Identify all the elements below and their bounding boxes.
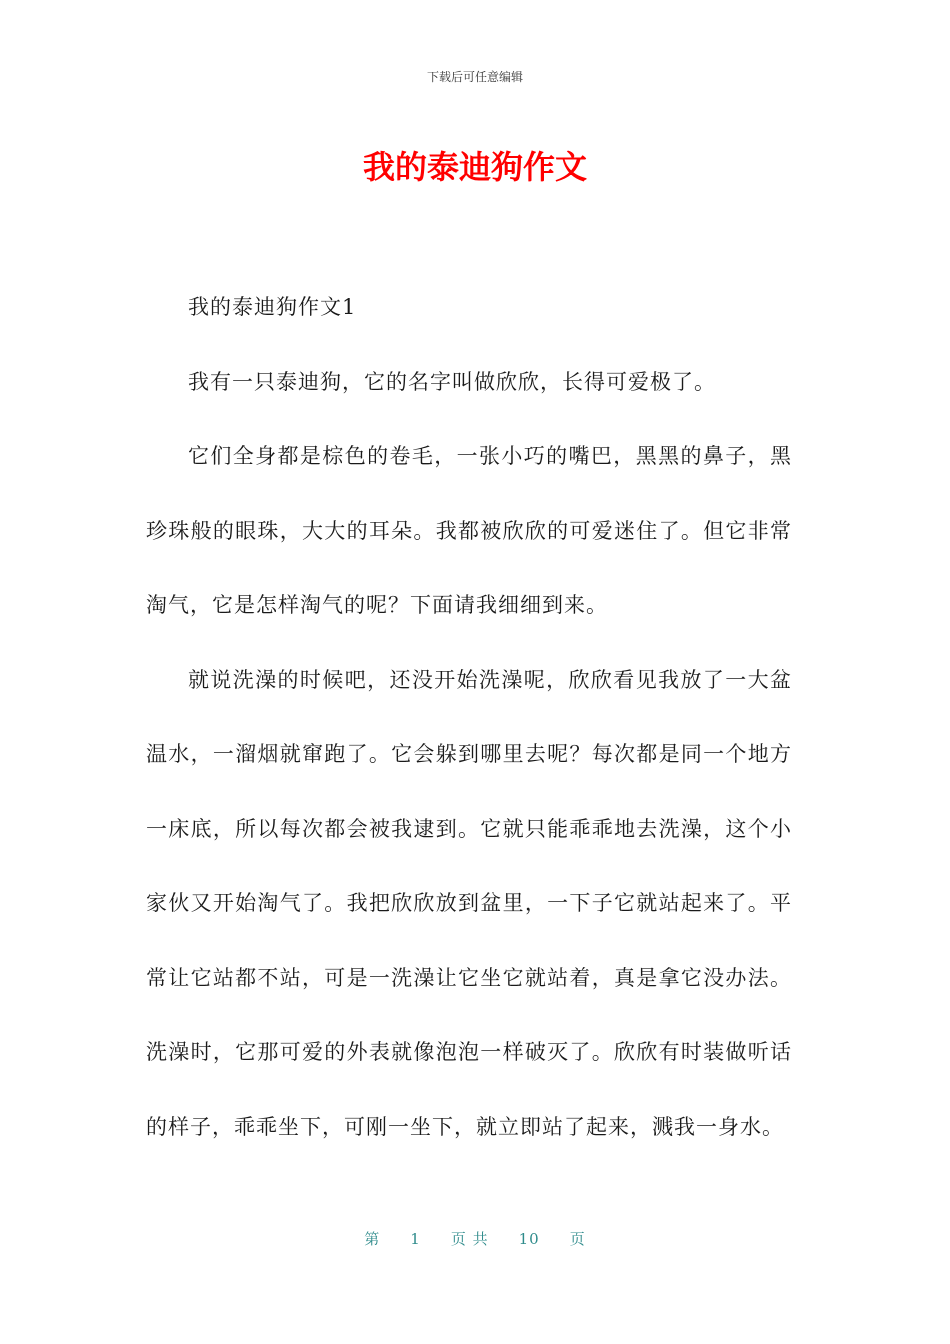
footer-page-total: 10 (518, 1230, 540, 1248)
paragraph-subtitle: 我的泰迪狗作文1 (188, 295, 357, 319)
paragraph-bath: 就说洗澡的时候吧，还没开始洗澡呢，欣欣看见我放了一大盆温水，一溜烟就窜跑了。它会躲到哪里去呢？每次都是同一个地方一床底，所以每次都会被我逮到。它就只能乖乖地去洗澡，这个小家伙又开始淘气了。我把欣欣放到盆里，一下子它就站起来了。平常让它站都不站，可是一洗澡让它坐它就站着，真是拿它没办法。洗澡时，它那可爱的外表就像泡泡一样破灭了。欣欣有时装做听话的样子，乖乖坐下，可刚一坐下，就立即站了起来，溅我一身水。 (146, 667, 792, 1139)
footer-page-current: 1 (410, 1230, 421, 1248)
footer-page-middle: 页 共 (450, 1230, 489, 1248)
paragraph-intro: 我有一只泰迪狗，它的名字叫做欣欣，长得可爱极了。 (188, 369, 716, 394)
paragraph-appearance: 它们全身都是棕色的卷毛，一张小巧的嘴巴，黑黑的鼻子，黑珍珠般的眼珠，大大的耳朵。我都被欣欣的可爱迷住了。但它非常淘气，它是怎样淘气的呢？下面请我细细到来。 (146, 444, 792, 617)
footer-page-prefix: 第 (364, 1230, 381, 1248)
footer-page-suffix: 页 (569, 1230, 586, 1248)
document-title: 我的泰迪狗作文 (362, 148, 587, 186)
page-footer (0, 1228, 950, 1249)
header-note: 下载后可任意编辑 (426, 70, 523, 84)
document-body (146, 270, 792, 1164)
